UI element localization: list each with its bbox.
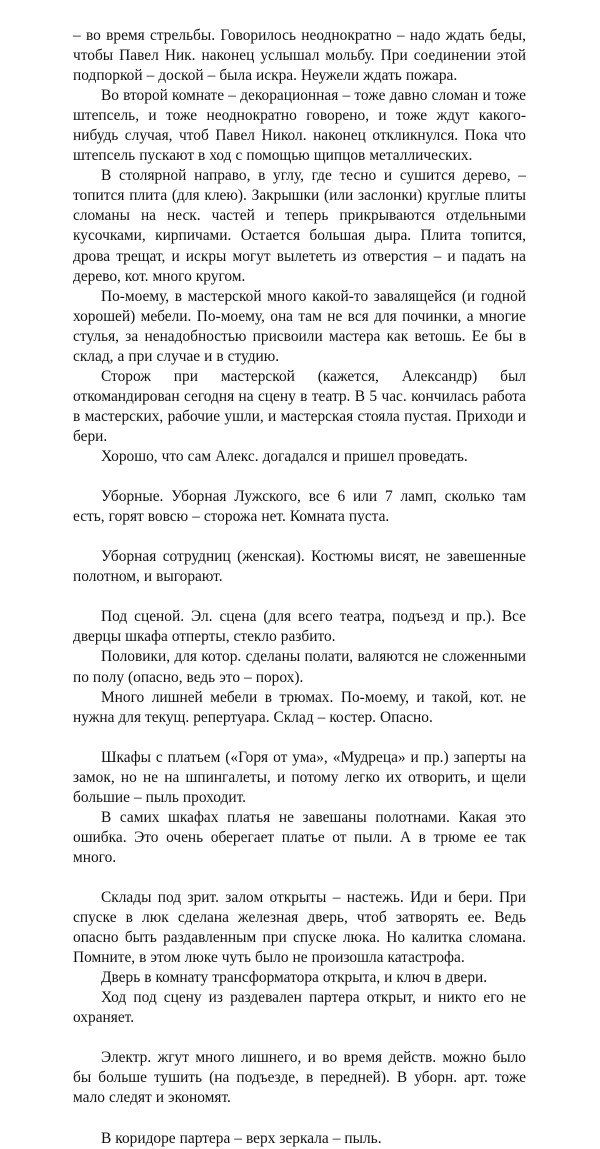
paragraph: Склады под зрит. залом открыты – настежь. Иди и бери. При спуске в люк сделана железная дверь, чтоб затворять ее. Ведь опасно быть раздавленным при спуске люка. Но калитка сломана. Помните, в этом люке чуть было не произошла катастрофа.: [73, 889, 526, 967]
paragraph: Ход под сцену из раздевален партера открыт, и никто его не охраняет.: [73, 989, 526, 1027]
paragraph: – во время стрельбы. Говорилось неоднократно – надо ждать беды, чтобы Павел Ник. наконец услышал мольбу. При соединении этой подпоркой – доской – была искра. Неужели ждать пожара.: [73, 27, 526, 85]
paragraph: В самих шкафах платья не завешаны полотнами. Какая это ошибка. Это очень оберегает платье от пыли. А в трюме ее так много.: [73, 808, 526, 866]
paragraph: Во второй комнате – декорационная – тоже давно сломан и тоже штепсель, и тоже неоднократно говорено, и тоже ждут какого-нибудь случая, чтоб Павел Никол. наконец откликнулся. Пока что штепсель пускают в ход с помощью щипцов металлических.: [73, 87, 526, 165]
paragraph: Под сценой. Эл. сцена (для всего театра, подъезд и пр.). Все дверцы шкафа отперты, стекло разбито.: [73, 608, 526, 646]
paragraph: В столярной направо, в углу, где тесно и сушится дерево, – топится плита (для клею). Закрышки (или заслонки) круглые плиты сломаны на неск. частей и теперь прикрываются отдельными кусочками, кирпичами. Остается большая дыра. Плита топится, дрова трещат, и искры могут вылететь из отверстия – и падать на дерево, кот. много кругом.: [73, 167, 526, 285]
paragraph: Электр. жгут много лишнего, и во время действ. можно было бы больше тушить (на подъезде, в передней). В уборн. арт. тоже мало следят и экономят.: [73, 1049, 526, 1107]
paragraph: Сторож при мастерской (кажется, Александр) был откомандирован сегодня на сцену в театр. В 5 час. кончилась работа в мастерских, рабочие ушли, и мастерская стояла пустая. Приходи и бери.: [73, 367, 526, 445]
paragraph: Уборные. Уборная Лужского, все 6 или 7 ламп, сколько там есть, горят вовсю – сторожа нет. Комната пуста.: [73, 488, 526, 526]
paragraph: Много лишней мебели в трюмах. По-моему, и такой, кот. не нужна для текущ. репертуара. Склад – костер. Опасно.: [73, 688, 526, 726]
paragraph: Шкафы с платьем («Горя от ума», «Мудреца» и пр.) заперты на замок, но не на шпингалеты, и потому легко их отворить, и щели большие – пыль проходит.: [73, 748, 526, 806]
paragraph: Хорошо, что сам Алекс. догадался и пришел проведать.: [101, 447, 468, 465]
text-column: [73, 26, 526, 1149]
paragraph: Дверь в комнату трансформатора открыта, и ключ в двери.: [101, 969, 488, 987]
paragraph: Половики, для котор. сделаны полати, валяются не сложенными по полу (опасно, ведь это – порох).: [73, 648, 526, 686]
paragraph: Уборная сотрудниц (женская). Костюмы висят, не завешенные полотном, и выгорают.: [73, 548, 526, 586]
paragraph: В коридоре партера – верх зеркала – пыль.: [101, 1129, 382, 1147]
paragraph: По-моему, в мастерской много какой-то завалящейся (и годной хорошей) мебели. По-моему, она там не вся для починки, а многие стулья, за ненадобностью присвоили мастера как ветошь. Ее бы в склад, а при случае и в студию.: [73, 287, 526, 365]
